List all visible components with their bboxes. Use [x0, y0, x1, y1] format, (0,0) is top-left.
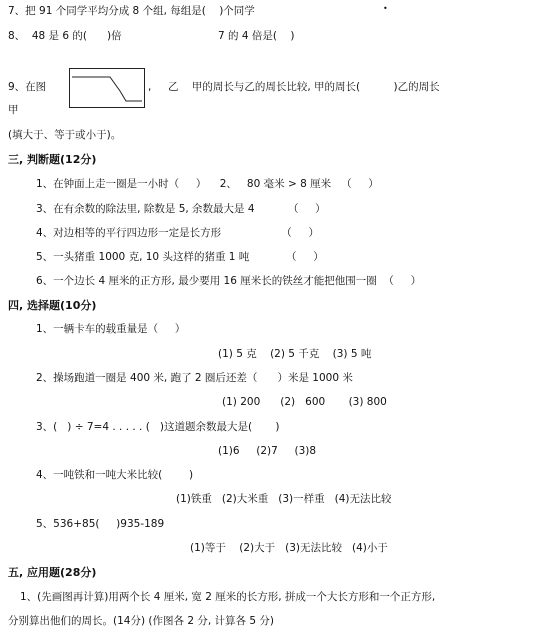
shape-jia-figure: [69, 68, 145, 108]
section-3-title: 三, 判断题(12分): [8, 153, 97, 166]
choice-5-options: (1)等于 (2)大于 (3)无法比较 (4)小于: [190, 542, 388, 554]
choice-4-options: (1)铁重 (2)大米重 (3)一样重 (4)无法比较: [176, 493, 392, 505]
section-5-title: 五, 应用题(28分): [8, 566, 97, 579]
stray-mark: •: [383, 4, 388, 13]
question-9-note: (填大于、等于或小于)。: [8, 129, 122, 141]
section-4-title: 四, 选择题(10分): [8, 299, 97, 312]
question-9-start: 9、在图: [8, 81, 47, 93]
application-problem-line-2: 分别算出他们的周长。(14分) (作图各 2 分, 计算各 5 分): [8, 615, 274, 627]
judge-item-4: 5、一头猪重 1000 克, 10 头这样的猪重 1 吨 （ ）: [36, 251, 324, 263]
choice-1-options: (1) 5 克 (2) 5 千克 (3) 5 吨: [218, 348, 372, 360]
question-9-rest: , 乙 甲的周长与乙的周长比较, 甲的周长( )乙的周长: [148, 81, 440, 93]
application-problem-line-1: 1、(先画图再计算)用两个长 4 厘米, 宽 2 厘米的长方形, 拼成一个大长方形和一个正方形,: [20, 591, 436, 603]
question-8a: 8、 48 是 6 的( )倍: [8, 30, 122, 42]
judge-item-2: 3、在有余数的除法里, 除数是 5, 余数最大是 4 （ ）: [36, 203, 326, 215]
judge-item-3: 4、对边相等的平行四边形一定是长方形 （ ）: [36, 227, 319, 239]
question-7: 7、把 91 个同学平均分成 8 个组, 每组是( )个同学: [8, 5, 255, 17]
choice-3-options: (1)6 (2)7 (3)8: [218, 445, 317, 457]
question-9-jia: 甲: [8, 104, 19, 116]
choice-3: 3、( ) ÷ 7=4 . . . . . ( )这道题余数最大是( ): [36, 421, 280, 433]
judge-item-5: 6、一个边长 4 厘米的正方形, 最少要用 16 厘米长的铁丝才能把他围一圈 （ ）: [36, 275, 422, 287]
shape-jia-outline: [70, 69, 146, 109]
judge-item-1: 1、在钟面上走一圈是一小时（ ） 2、 80 毫米 > 8 厘米 （ ）: [36, 178, 379, 190]
choice-4: 4、一吨铁和一吨大米比较( ): [36, 469, 194, 481]
choice-2-options: (1) 200 (2) 600 (3) 800: [222, 396, 387, 408]
question-8b: 7 的 4 倍是( ): [218, 30, 295, 42]
choice-1: 1、一辆卡车的载重量是（ ）: [36, 323, 186, 335]
choice-5: 5、536+85( )935-189: [36, 518, 165, 530]
choice-2: 2、操场跑道一圈是 400 米, 跑了 2 圈后还差（ ）米是 1000 米: [36, 372, 353, 384]
